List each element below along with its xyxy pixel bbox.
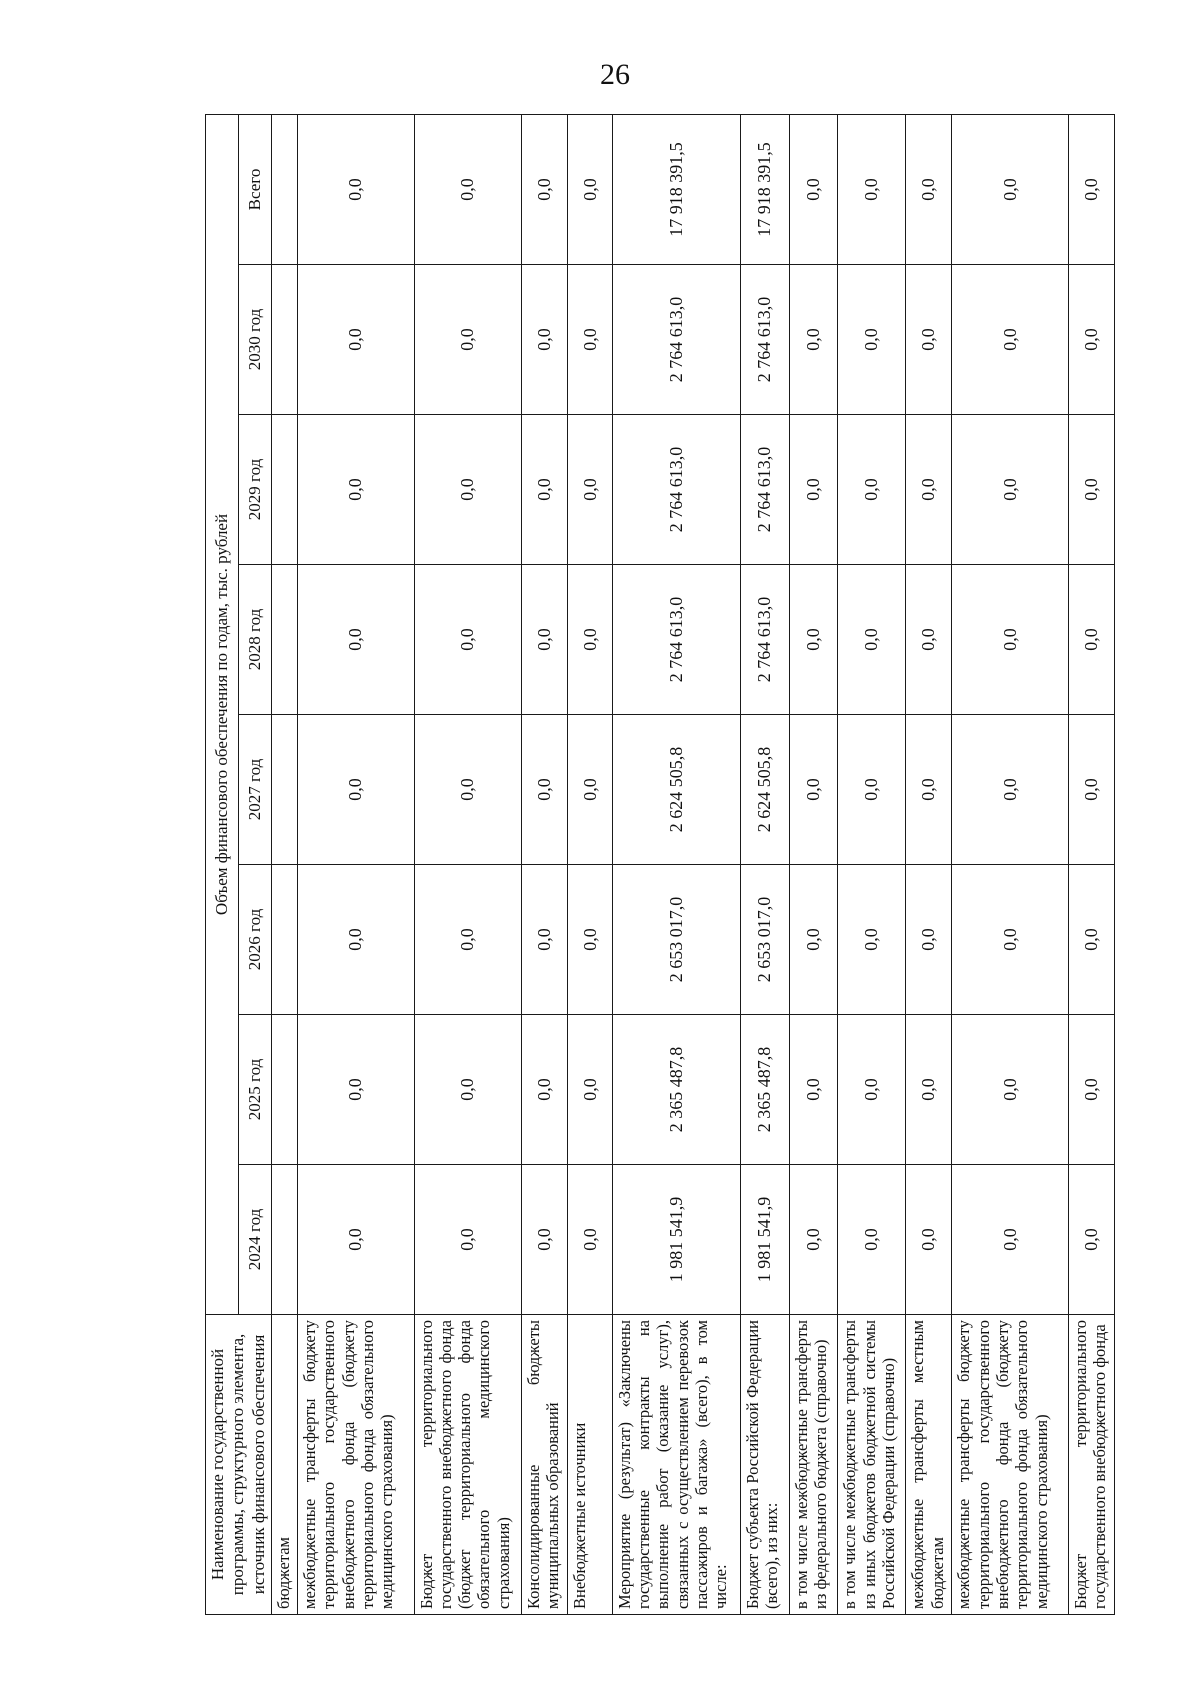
year-header: 2025 год: [239, 1015, 272, 1165]
year-value-cell: [272, 415, 298, 565]
row-name-cell: бюджетам: [272, 1315, 298, 1615]
year-value-cell: 0,0: [568, 415, 613, 565]
year-value-cell: 2 624 505,8: [740, 715, 789, 865]
year-value-cell: [272, 715, 298, 865]
year-value-cell: 0,0: [297, 565, 414, 715]
year-value-cell: 0,0: [952, 1165, 1069, 1315]
year-header: 2028 год: [239, 565, 272, 715]
year-value-cell: 0,0: [297, 265, 414, 415]
year-value-cell: 0,0: [838, 265, 906, 415]
year-value-cell: 2 365 487,8: [612, 1015, 740, 1165]
year-value-cell: 0,0: [952, 565, 1069, 715]
financing-table: [205, 114, 1115, 1615]
year-value-cell: 0,0: [522, 565, 568, 715]
table-row: [789, 114, 838, 1614]
year-value-cell: 0,0: [568, 865, 613, 1015]
year-value-cell: 0,0: [906, 565, 952, 715]
year-value-cell: 2 365 487,8: [740, 1015, 789, 1165]
table-row: [612, 114, 740, 1614]
volume-header: Объем финансового обеспечения по годам, тыс. рублей: [206, 114, 239, 1314]
year-value-cell: 0,0: [952, 265, 1069, 415]
year-value-cell: 2 653 017,0: [612, 865, 740, 1015]
year-value-cell: 0,0: [789, 715, 838, 865]
year-value-cell: 0,0: [297, 865, 414, 1015]
table-row: [838, 114, 906, 1614]
year-value-cell: 2 764 613,0: [740, 565, 789, 715]
year-value-cell: 0,0: [1069, 565, 1115, 715]
year-header: 2024 год: [239, 1165, 272, 1315]
year-value-cell: 0,0: [952, 865, 1069, 1015]
year-value-cell: 0,0: [522, 265, 568, 415]
table-body: [272, 114, 1115, 1614]
total-value-cell: 0,0: [838, 114, 906, 264]
year-value-cell: 0,0: [414, 715, 522, 865]
total-value-cell: 0,0: [522, 114, 568, 264]
total-value-cell: 0,0: [297, 114, 414, 264]
year-value-cell: 2 624 505,8: [612, 715, 740, 865]
year-value-cell: 0,0: [906, 265, 952, 415]
year-value-cell: 0,0: [414, 865, 522, 1015]
total-header: Всего: [239, 114, 272, 264]
year-value-cell: 0,0: [568, 1015, 613, 1165]
year-value-cell: 0,0: [522, 1165, 568, 1315]
year-value-cell: 0,0: [838, 1165, 906, 1315]
year-value-cell: 0,0: [838, 865, 906, 1015]
year-value-cell: 0,0: [414, 565, 522, 715]
row-name-cell: Мероприятие (результат) «Заключены государственные контракты на выполнение работ (оказание услуг), связанных с осуществлением перевозок пассажиров и багажа» (всего), в том числе:: [612, 1315, 740, 1615]
year-value-cell: 0,0: [1069, 265, 1115, 415]
row-name-cell: Бюджет субъекта Российской Федерации (всего), из них:: [740, 1315, 789, 1615]
year-value-cell: [272, 865, 298, 1015]
year-value-cell: 0,0: [1069, 415, 1115, 565]
total-value-cell: 17 918 391,5: [740, 114, 789, 264]
year-header: 2030 год: [239, 265, 272, 415]
year-value-cell: 0,0: [414, 265, 522, 415]
total-value-cell: 0,0: [1069, 114, 1115, 264]
year-value-cell: 0,0: [1069, 715, 1115, 865]
year-value-cell: 0,0: [789, 265, 838, 415]
year-value-cell: 0,0: [297, 415, 414, 565]
year-value-cell: 0,0: [838, 715, 906, 865]
year-value-cell: 0,0: [568, 565, 613, 715]
table-row: [522, 114, 568, 1614]
year-value-cell: 0,0: [952, 415, 1069, 565]
table-row: [568, 114, 613, 1614]
row-name-cell: межбюджетные трансферты местным бюджетам: [906, 1315, 952, 1615]
row-name-cell: в том числе межбюджетные трансферты из иных бюджетов бюджетной системы Российской Федерации (справочно): [838, 1315, 906, 1615]
row-name-cell: в том числе межбюджетные трансферты из федерального бюджета (справочно): [789, 1315, 838, 1615]
year-value-cell: 0,0: [838, 1015, 906, 1165]
table-row: [297, 114, 414, 1614]
year-value-cell: 0,0: [297, 1015, 414, 1165]
table-row: [414, 114, 522, 1614]
row-name-cell: Консолидированные бюджеты муниципальных образований: [522, 1315, 568, 1615]
total-value-cell: 0,0: [568, 114, 613, 264]
year-value-cell: 0,0: [522, 715, 568, 865]
page-number: 26: [600, 58, 630, 91]
rotated-table-wrapper: [205, 115, 1110, 1615]
year-header: 2027 год: [239, 715, 272, 865]
year-value-cell: [272, 565, 298, 715]
year-value-cell: 0,0: [522, 1015, 568, 1165]
name-column-header: Наименование государственной программы, структурного элемента, источник финансового обеспечения: [206, 1315, 272, 1615]
year-value-cell: 0,0: [1069, 1015, 1115, 1165]
year-value-cell: 0,0: [789, 1015, 838, 1165]
year-value-cell: 0,0: [1069, 1165, 1115, 1315]
year-header: 2029 год: [239, 415, 272, 565]
year-value-cell: 0,0: [789, 1165, 838, 1315]
row-name-cell: Внебюджетные источники: [568, 1315, 613, 1615]
year-value-cell: 2 653 017,0: [740, 865, 789, 1015]
year-value-cell: 0,0: [906, 1015, 952, 1165]
year-value-cell: 0,0: [522, 415, 568, 565]
table-row: [272, 114, 298, 1614]
total-value-cell: 0,0: [906, 114, 952, 264]
year-value-cell: 0,0: [789, 865, 838, 1015]
year-header: 2026 год: [239, 865, 272, 1015]
table-row: [1069, 114, 1115, 1614]
year-value-cell: [272, 1165, 298, 1315]
year-value-cell: 0,0: [414, 415, 522, 565]
year-value-cell: 2 764 613,0: [740, 265, 789, 415]
year-value-cell: 1 981 541,9: [740, 1165, 789, 1315]
year-value-cell: 0,0: [568, 1165, 613, 1315]
row-name-cell: межбюджетные трансферты бюджету территориального государственного внебюджетного фонда (бюджету территориального фонда обязательного медицинского страхования): [297, 1315, 414, 1615]
year-value-cell: 0,0: [952, 715, 1069, 865]
year-value-cell: 0,0: [838, 415, 906, 565]
year-value-cell: 2 764 613,0: [740, 415, 789, 565]
table-row: [952, 114, 1069, 1614]
year-value-cell: 2 764 613,0: [612, 415, 740, 565]
year-value-cell: 0,0: [838, 565, 906, 715]
year-value-cell: 0,0: [297, 1165, 414, 1315]
year-value-cell: 0,0: [414, 1015, 522, 1165]
year-value-cell: 0,0: [906, 715, 952, 865]
row-name-cell: межбюджетные трансферты бюджету территориального государственного внебюджетного фонда (бюджету территориального фонда обязательного медицинского страхования): [952, 1315, 1069, 1615]
year-value-cell: 0,0: [789, 415, 838, 565]
year-value-cell: 0,0: [568, 715, 613, 865]
year-value-cell: 0,0: [1069, 865, 1115, 1015]
total-value-cell: 0,0: [952, 114, 1069, 264]
total-value-cell: 0,0: [414, 114, 522, 264]
year-value-cell: 0,0: [906, 1165, 952, 1315]
table-row: [906, 114, 952, 1614]
year-value-cell: 0,0: [789, 565, 838, 715]
year-value-cell: 0,0: [568, 265, 613, 415]
table-row: [740, 114, 789, 1614]
total-value-cell: 0,0: [789, 114, 838, 264]
year-value-cell: [272, 1015, 298, 1165]
year-value-cell: 0,0: [297, 715, 414, 865]
row-name-cell: Бюджет территориального государственного внебюджетного фонда (бюджет территориального фонда обязательного медицинского страхования): [414, 1315, 522, 1615]
year-value-cell: 0,0: [952, 1015, 1069, 1165]
year-value-cell: 0,0: [906, 865, 952, 1015]
row-name-cell: Бюджет территориального государственного внебюджетного фонда: [1069, 1315, 1115, 1615]
year-value-cell: 0,0: [414, 1165, 522, 1315]
year-value-cell: 1 981 541,9: [612, 1165, 740, 1315]
total-value-cell: 17 918 391,5: [612, 114, 740, 264]
year-value-cell: 2 764 613,0: [612, 565, 740, 715]
year-value-cell: 2 764 613,0: [612, 265, 740, 415]
total-value-cell: [272, 114, 298, 264]
year-value-cell: 0,0: [522, 865, 568, 1015]
year-value-cell: [272, 265, 298, 415]
year-value-cell: 0,0: [906, 415, 952, 565]
